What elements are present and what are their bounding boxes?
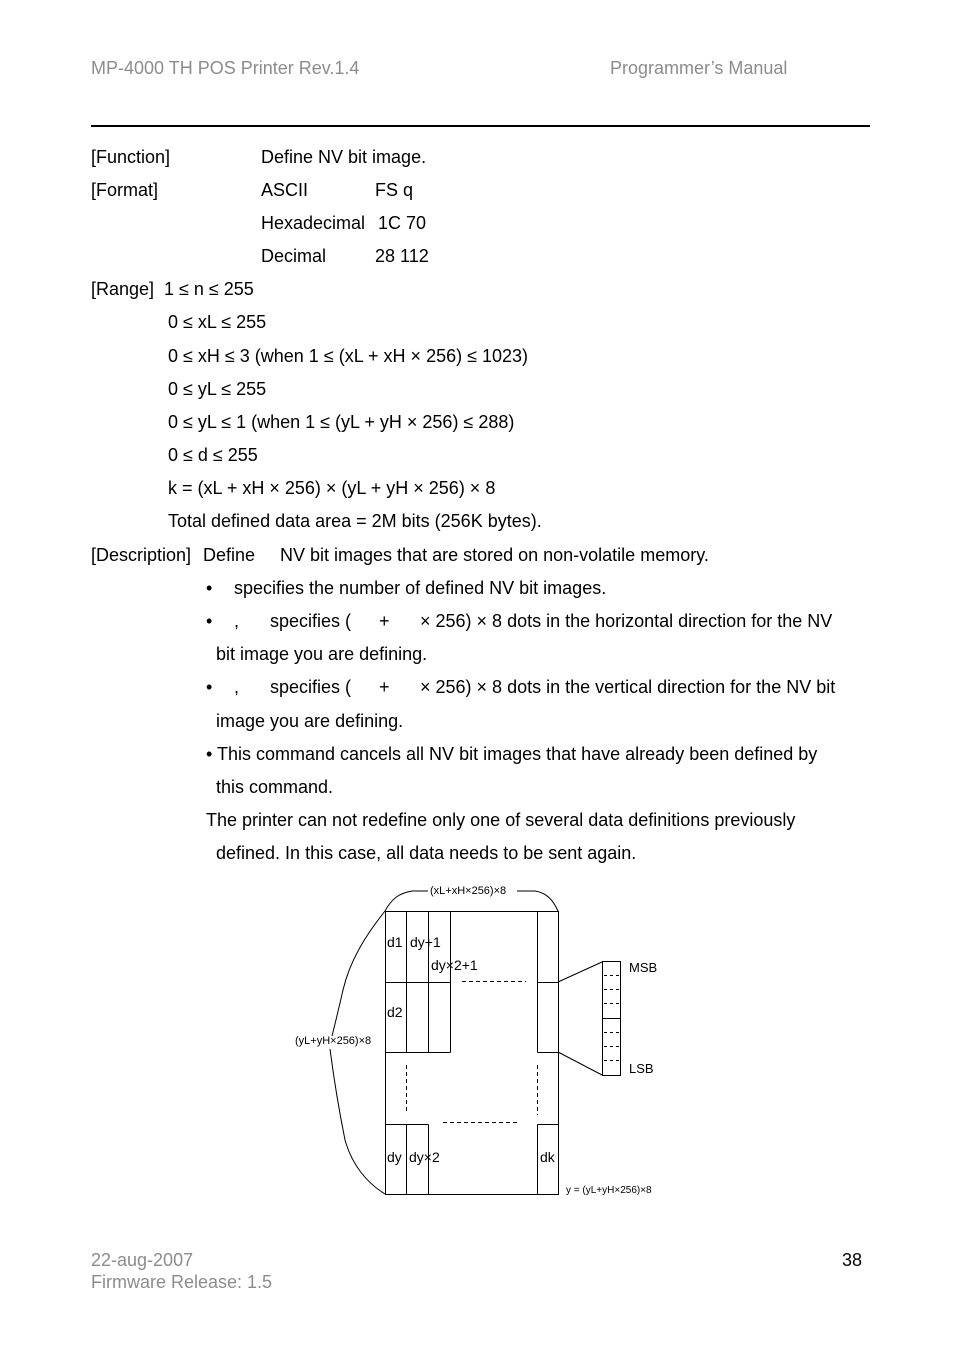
- cell-dk: dk: [540, 1149, 555, 1165]
- left-dimension-label: (yL+yH×256)×8: [295, 1035, 372, 1047]
- format-label: [Format]: [91, 180, 159, 200]
- description-bullet-2-c: bit image you are defining.: [216, 644, 428, 664]
- format-dec-value: 28 112: [375, 246, 429, 266]
- description-intro-b: NV bit images that are stored on non-volatile memory.: [280, 545, 709, 565]
- bottom-right-label: y = (yL+yH×256)×8: [566, 1185, 652, 1196]
- description-bullet-3-b: × 256) × 8 dots in the vertical direction for the NV bit: [420, 677, 836, 697]
- description-bullet-3-a: specifies (: [270, 677, 352, 697]
- format-ascii-kind: ASCII: [261, 180, 309, 200]
- description-bullet-2-b: × 256) × 8 dots in the horizontal direction for the NV: [420, 611, 833, 631]
- description-bullet-4-a: • This command cancels all NV bit images that have already been defined by: [206, 744, 818, 764]
- header-manual: Programmer’s Manual: [610, 58, 788, 78]
- range-line: 0 ≤ yL ≤ 1 (when 1 ≤ (yL + yH × 256) ≤ 288): [168, 412, 515, 432]
- description-bullet-2-a: specifies (: [270, 611, 352, 631]
- description-paragraph-b: defined. In this case, all data needs to be sent again.: [216, 843, 637, 863]
- function-text: Define NV bit image.: [261, 147, 427, 167]
- cell-dy: dy: [387, 1149, 402, 1165]
- lsb-label: LSB: [629, 1061, 654, 1076]
- footer-date: 22-aug-2007: [91, 1250, 194, 1270]
- cell-dy-times-2: dy×2: [409, 1149, 440, 1165]
- description-bullet-4-b: this command.: [216, 777, 334, 797]
- cell-d2: d2: [387, 1004, 403, 1020]
- range-line: 0 ≤ xL ≤ 255: [168, 312, 267, 332]
- description-label: [Description]: [91, 545, 192, 565]
- format-dec-kind: Decimal: [261, 246, 327, 266]
- cell-dy-plus-1: dy+1: [410, 934, 441, 950]
- format-hex-kind: Hexadecimal: [261, 213, 366, 233]
- bullet: •: [206, 677, 213, 697]
- range-line: 0 ≤ d ≤ 255: [168, 445, 258, 465]
- msb-label: MSB: [629, 960, 658, 975]
- range-line: 0 ≤ yL ≤ 255: [168, 379, 267, 399]
- top-dimension-label: (xL+xH×256)×8: [430, 885, 507, 897]
- range-line: 0 ≤ xH ≤ 3 (when 1 ≤ (xL + xH × 256) ≤ 1023): [168, 346, 529, 366]
- description-intro-a: Define: [203, 545, 256, 565]
- format-hex-value: 1C 70: [378, 213, 427, 233]
- description-bullet-2-plus: +: [379, 611, 390, 631]
- range-first: 1 ≤ n ≤ 255: [164, 279, 254, 299]
- description-bullet-3-c: image you are defining.: [216, 711, 404, 731]
- bullet: •: [206, 578, 213, 598]
- cell-dy-times-2-plus-1: dy×2+1: [431, 957, 478, 973]
- description-bullet-1: specifies the number of defined NV bit images.: [234, 578, 607, 598]
- description-bullet-3-comma: ,: [234, 677, 240, 697]
- footer-firmware: Firmware Release: 1.5: [91, 1272, 273, 1292]
- description-bullet-2-comma: ,: [234, 611, 240, 631]
- cell-d1: d1: [387, 934, 403, 950]
- range-line: k = (xL + xH × 256) × (yL + yH × 256) × 8: [168, 478, 496, 498]
- description-bullet-3-plus: +: [379, 677, 390, 697]
- page-number: 38: [842, 1250, 863, 1270]
- function-label: [Function]: [91, 147, 171, 167]
- range-line: Total defined data area = 2M bits (256K bytes).: [168, 511, 542, 531]
- format-ascii-value: FS q: [375, 180, 414, 200]
- header-title: MP-4000 TH POS Printer Rev.1.4: [91, 58, 360, 78]
- range-label: [Range]: [91, 279, 155, 299]
- bullet: •: [206, 611, 213, 631]
- description-paragraph-a: The printer can not redefine only one of several data definitions previously: [206, 810, 796, 830]
